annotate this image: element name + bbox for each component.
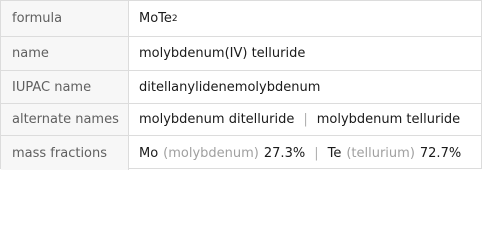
- formula-base: MoTe: [139, 11, 172, 26]
- mass-fractions-value: [129, 136, 481, 170]
- separator: |: [303, 112, 308, 127]
- mass-percent: 72.7%: [419, 145, 462, 161]
- formula-subscript: 2: [171, 13, 178, 24]
- name-value: molybdenum(IV) telluride: [139, 46, 306, 61]
- formula-value: [129, 1, 481, 36]
- row-label: alternate names: [1, 104, 129, 135]
- row-iupac-name: [1, 70, 481, 103]
- element-name: (molybdenum): [163, 145, 259, 161]
- element-symbol: Mo: [139, 145, 159, 161]
- row-label: mass fractions: [1, 136, 129, 170]
- separator: |: [314, 145, 319, 161]
- element-name: (tellurium): [346, 145, 415, 161]
- row-label: IUPAC name: [1, 71, 129, 103]
- alternate-name: molybdenum ditelluride: [139, 112, 295, 127]
- row-name: [1, 36, 481, 70]
- alternate-name: molybdenum telluride: [316, 112, 461, 127]
- row-formula: [1, 1, 481, 36]
- element-symbol: Te: [327, 145, 342, 161]
- row-alternate-names: [1, 103, 481, 135]
- row-mass-fractions: [1, 135, 481, 170]
- row-label: formula: [1, 1, 129, 36]
- iupac-name-value: ditellanylidenemolybdenum: [139, 79, 321, 95]
- alternate-names-value: [129, 104, 481, 135]
- mass-percent: 27.3%: [263, 145, 306, 161]
- row-label: name: [1, 37, 129, 70]
